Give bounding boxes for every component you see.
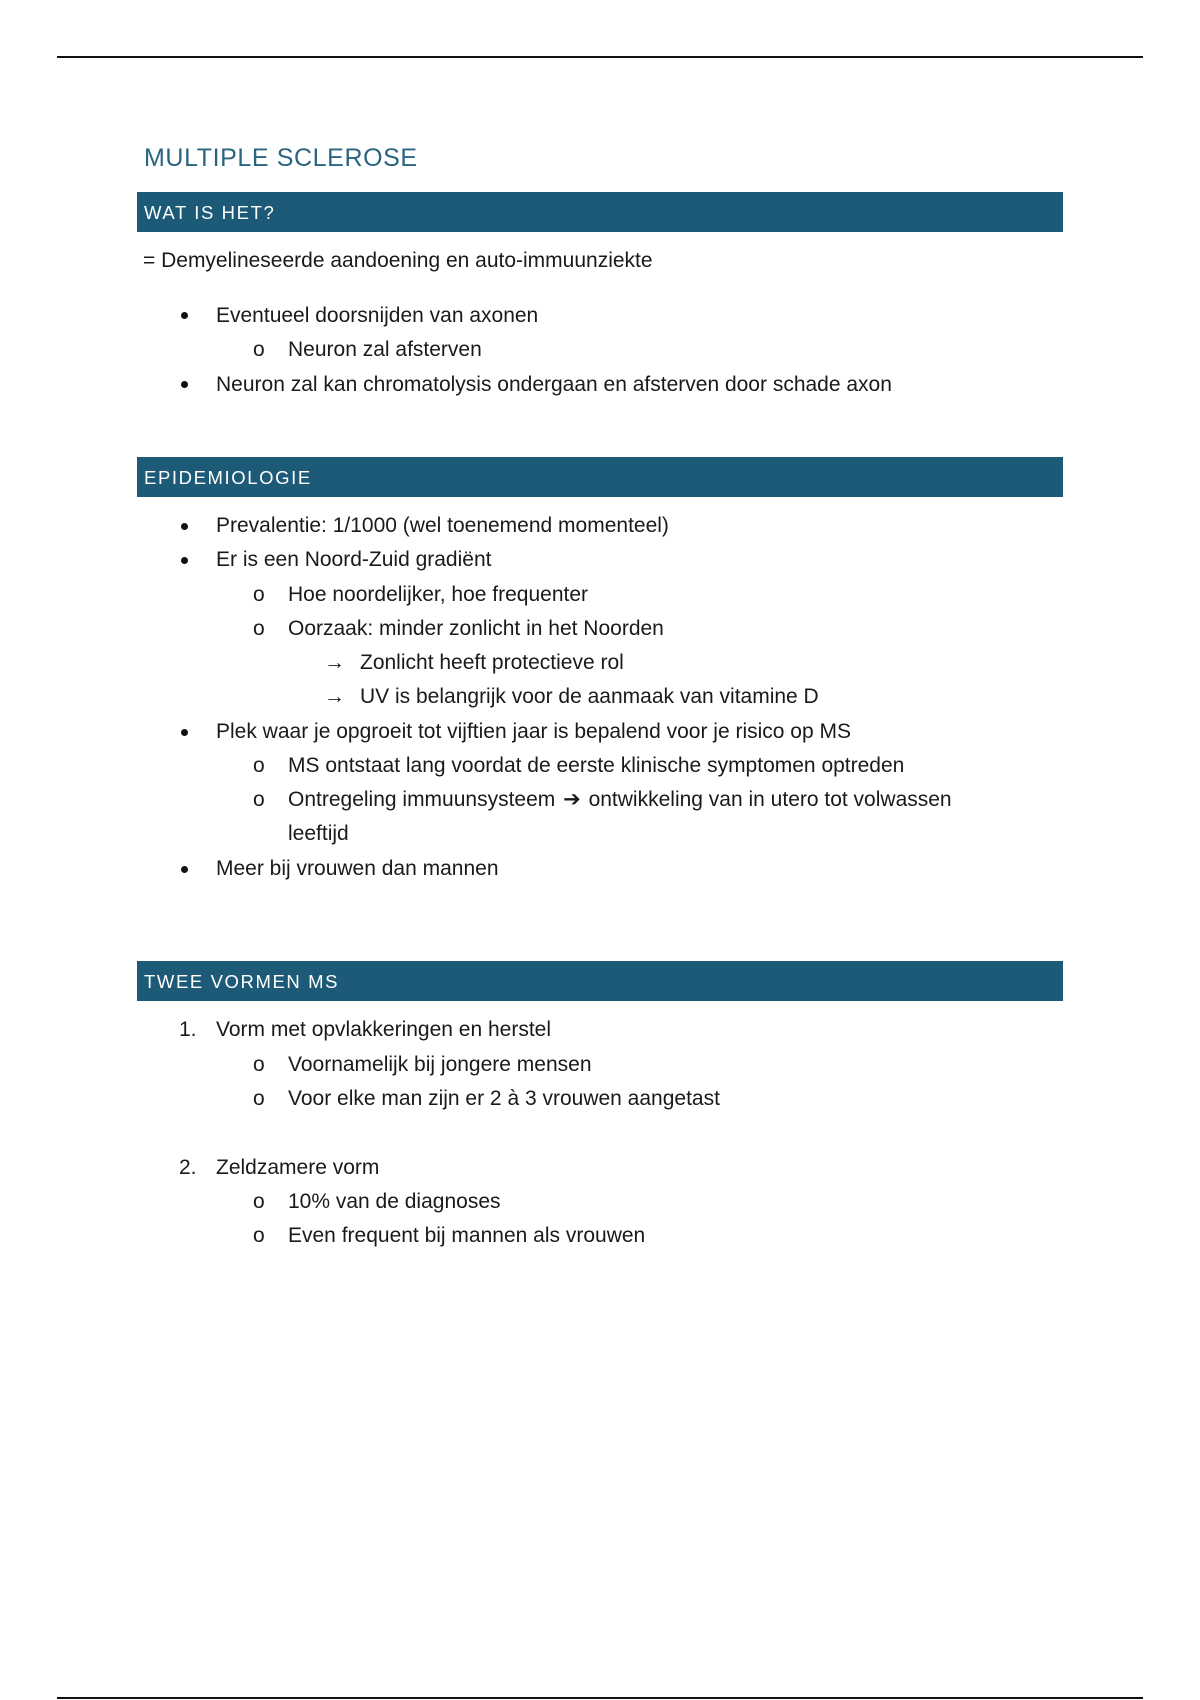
sub-bullet-icon: o (253, 1053, 265, 1076)
list-item: Hoe noordelijker, hoe frequenter (288, 583, 589, 606)
list-item: Eventueel doorsnijden van axonen (216, 304, 539, 327)
intro-line: = Demyelineseerde aandoening en auto-immuunziekte (143, 249, 653, 272)
list-item: UV is belangrijk voor de aanmaak van vitamine D (360, 685, 819, 708)
list-item: Neuron zal afsterven (288, 338, 482, 361)
list-item: Oorzaak: minder zonlicht in het Noorden (288, 617, 664, 640)
bullet-icon (181, 729, 188, 736)
list-item: Prevalentie: 1/1000 (wel toenemend momenteel) (216, 514, 669, 537)
sub-bullet-icon: o (253, 788, 265, 811)
sub-bullet-icon: o (253, 583, 265, 606)
section-heading-twee-vormen: TWEE VORMEN MS (137, 961, 1063, 1001)
section-heading-wat-is-het: WAT IS HET? (137, 192, 1063, 232)
bullet-icon (181, 312, 188, 319)
list-item-continuation: leeftijd (288, 822, 349, 845)
list-item: Zeldzamere vorm (216, 1156, 380, 1179)
list-item-with-arrow (288, 787, 952, 813)
list-item: Vorm met opvlakkeringen en herstel (216, 1018, 552, 1041)
top-rule (57, 56, 1143, 58)
list-item: Voor elke man zijn er 2 à 3 vrouwen aangetast (288, 1087, 720, 1110)
bullet-icon (181, 523, 188, 530)
bottom-rule (57, 1697, 1143, 1699)
list-item: Plek waar je opgroeit tot vijftien jaar is bepalend voor je risico op MS (216, 720, 851, 743)
list-item-part: Ontregeling immuunsysteem (288, 788, 556, 811)
list-item: Er is een Noord-Zuid gradiënt (216, 548, 492, 571)
page-title: MULTIPLE SCLEROSE (144, 144, 418, 172)
bold-arrow-icon: ➔ (563, 788, 581, 811)
list-number: 2. (179, 1156, 197, 1179)
sub-bullet-icon: o (253, 1224, 265, 1247)
sub-bullet-icon: o (253, 754, 265, 777)
sub-bullet-icon: o (253, 1190, 265, 1213)
sub-bullet-icon: o (253, 1087, 265, 1110)
list-item-part: ontwikkeling van in utero tot volwassen (588, 788, 952, 811)
list-item: 10% van de diagnoses (288, 1190, 501, 1213)
sub-bullet-icon: o (253, 617, 265, 640)
list-number: 1. (179, 1018, 197, 1041)
bullet-icon (181, 866, 188, 873)
list-item: Even frequent bij mannen als vrouwen (288, 1224, 646, 1247)
section-heading-epidemiologie: EPIDEMIOLOGIE (137, 457, 1063, 497)
list-item: Meer bij vrouwen dan mannen (216, 857, 499, 880)
bullet-icon (181, 557, 188, 564)
sub-bullet-icon: o (253, 338, 265, 361)
list-item: Voornamelijk bij jongere mensen (288, 1053, 592, 1076)
arrow-bullet-icon: → (324, 685, 345, 708)
bullet-icon (181, 381, 188, 388)
arrow-bullet-icon: → (324, 651, 345, 674)
list-item: Neuron zal kan chromatolysis ondergaan en afsterven door schade axon (216, 373, 892, 396)
list-item: Zonlicht heeft protectieve rol (360, 651, 624, 674)
list-item: MS ontstaat lang voordat de eerste klinische symptomen optreden (288, 754, 905, 777)
